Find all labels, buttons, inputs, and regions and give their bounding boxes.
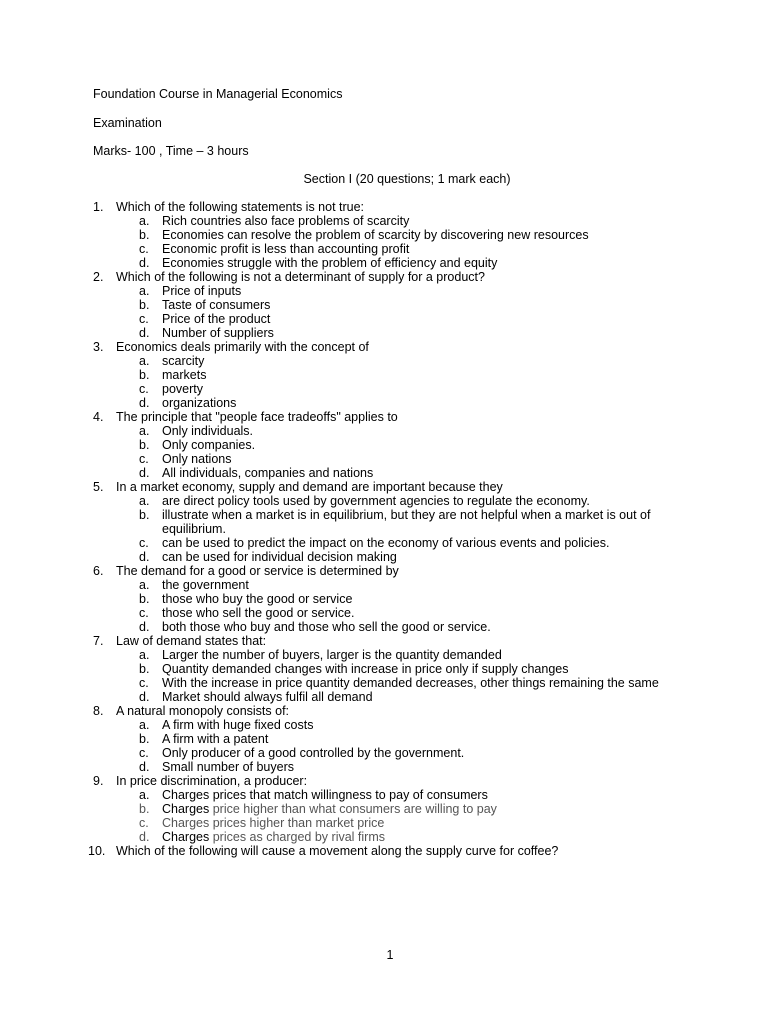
option-letter: c. (139, 606, 149, 620)
option-letter: c. (139, 452, 149, 466)
option-text: Rich countries also face problems of scarcity (162, 214, 410, 228)
option-text: Market should always fulfil all demand (162, 690, 373, 704)
question-number: 5. (93, 480, 104, 494)
question-number: 10. (88, 844, 106, 858)
option-text: poverty (162, 382, 203, 396)
option-item (0, 648, 768, 662)
question-text: Which of the following is not a determinant of supply for a product? (116, 270, 485, 284)
option-text-lead: Charges (162, 830, 210, 844)
question-text: In price discrimination, a producer: (116, 774, 308, 788)
question-number: 6. (93, 564, 104, 578)
option-text-rest: price higher than what consumers are willing to pay (209, 802, 497, 816)
option-letter: b. (139, 298, 150, 312)
question-number: 7. (93, 634, 104, 648)
question-text: Economics deals primarily with the concept of (116, 340, 369, 354)
option-letter: b. (139, 732, 150, 746)
option-item (0, 312, 768, 326)
option-item (0, 676, 768, 690)
option-item (0, 578, 768, 592)
marks-time: Marks- 100 , Time – 3 hours (93, 144, 249, 158)
option-letter: c. (139, 382, 149, 396)
option-text: organizations (162, 396, 237, 410)
option-text: Only individuals. (162, 424, 254, 438)
option-text: Only nations (162, 452, 232, 466)
option-item (0, 242, 768, 256)
option-letter: d. (139, 396, 150, 410)
option-item (0, 256, 768, 270)
question-item (0, 480, 768, 564)
option-letter: b. (139, 438, 150, 452)
option-item (0, 816, 768, 830)
option-letter: a. (139, 494, 150, 508)
option-item (0, 424, 768, 438)
option-letter: b. (139, 368, 150, 382)
option-text: those who buy the good or service (162, 592, 353, 606)
question-text: The principle that "people face tradeoffs" applies to (116, 410, 398, 424)
exam-label: Examination (93, 116, 162, 130)
option-letter: a. (139, 424, 150, 438)
option-item (0, 298, 768, 312)
option-letter: d. (139, 550, 150, 564)
question-item (0, 270, 768, 340)
option-letter: c. (139, 746, 149, 760)
option-letter: a. (139, 648, 150, 662)
option-item (0, 284, 768, 298)
option-letter: a. (139, 578, 150, 592)
option-letter: c. (139, 242, 149, 256)
option-item (0, 536, 768, 550)
question-item (0, 340, 768, 410)
option-letter: a. (139, 284, 150, 298)
option-letter: d. (139, 690, 150, 704)
option-text: are direct policy tools used by government agencies to regulate the economy. (162, 494, 590, 508)
question-text: Which of the following will cause a movement along the supply curve for coffee? (116, 844, 559, 858)
option-item (0, 830, 768, 844)
option-text: Small number of buyers (162, 760, 295, 774)
option-text: With the increase in price quantity demanded decreases, other things remaining the same (162, 676, 659, 690)
option-text: Economies struggle with the problem of efficiency and equity (162, 256, 498, 270)
question-item (0, 704, 768, 774)
option-item (0, 382, 768, 396)
option-letter: c. (139, 312, 149, 326)
option-item (0, 620, 768, 634)
option-letter: b. (139, 592, 150, 606)
question-text: A natural monopoly consists of: (116, 704, 290, 718)
option-text: scarcity (162, 354, 205, 368)
option-letter: a. (139, 354, 150, 368)
course-title: Foundation Course in Managerial Economics (93, 87, 343, 101)
option-text: Charges prices that match willingness to pay of consumers (162, 788, 488, 802)
question-number: 4. (93, 410, 104, 424)
question-item (0, 200, 768, 270)
option-text: those who sell the good or service. (162, 606, 355, 620)
option-item (0, 746, 768, 760)
option-text: illustrate when a market is in equilibrium, but they are not helpful when a market is out of equilibrium. (162, 508, 651, 536)
option-letter: a. (139, 788, 150, 802)
option-item (0, 662, 768, 676)
option-item (0, 718, 768, 732)
option-text: Only producer of a good controlled by the government. (162, 746, 465, 760)
option-text-rest: prices as charged by rival firms (209, 830, 386, 844)
option-letter: d. (139, 760, 150, 774)
option-text: Price of inputs (162, 284, 242, 298)
option-item (0, 438, 768, 452)
option-letter: d. (139, 326, 150, 340)
option-text: All individuals, companies and nations (162, 466, 374, 480)
option-text: the government (162, 578, 249, 592)
option-item (0, 368, 768, 382)
option-text: Taste of consumers (162, 298, 271, 312)
option-text: Larger the number of buyers, larger is the quantity demanded (162, 648, 502, 662)
option-item (0, 354, 768, 368)
option-item (0, 760, 768, 774)
question-text: Law of demand states that: (116, 634, 267, 648)
question-text: Which of the following statements is not true: (116, 200, 365, 214)
option-text: Number of suppliers (162, 326, 274, 340)
option-item (0, 802, 768, 816)
option-text-rest: Charges prices higher than market price (162, 816, 385, 830)
option-text: can be used to predict the impact on the economy of various events and policies. (162, 536, 610, 550)
option-item (0, 452, 768, 466)
option-text: can be used for individual decision making (162, 550, 397, 564)
question-number: 1. (93, 200, 104, 214)
question-number: 9. (93, 774, 104, 788)
option-letter: c. (139, 816, 149, 830)
option-text: Price of the product (162, 312, 271, 326)
section-title: Section I (20 questions; 1 mark each) (303, 172, 511, 186)
option-item (0, 396, 768, 410)
option-letter: b. (139, 802, 150, 816)
question-text: In a market economy, supply and demand are important because they (116, 480, 503, 494)
question-item (0, 774, 768, 844)
option-item (0, 228, 768, 242)
option-text: markets (162, 368, 207, 382)
question-text: The demand for a good or service is determined by (116, 564, 399, 578)
option-item (0, 690, 768, 704)
option-letter: b. (139, 228, 150, 242)
option-item (0, 732, 768, 746)
option-item (0, 606, 768, 620)
page-number: 1 (386, 948, 394, 962)
option-item (0, 326, 768, 340)
option-letter: b. (139, 662, 150, 676)
question-item (0, 410, 768, 480)
option-letter: a. (139, 718, 150, 732)
option-text: Only companies. (162, 438, 256, 452)
option-letter: d. (139, 830, 150, 844)
option-item (0, 214, 768, 228)
option-text: both those who buy and those who sell the good or service. (162, 620, 491, 634)
option-letter: a. (139, 214, 150, 228)
option-item (0, 592, 768, 606)
option-item (0, 508, 768, 536)
question-number: 8. (93, 704, 104, 718)
option-letter: c. (139, 536, 149, 550)
option-text: Quantity demanded changes with increase in price only if supply changes (162, 662, 569, 676)
option-letter: b. (139, 508, 150, 522)
option-text: A firm with huge fixed costs (162, 718, 314, 732)
option-item (0, 466, 768, 480)
question-item (0, 844, 768, 858)
question-item (0, 634, 768, 704)
option-letter: d. (139, 256, 150, 270)
question-number: 3. (93, 340, 104, 354)
question-list (0, 200, 768, 858)
option-item (0, 550, 768, 564)
question-item (0, 564, 768, 634)
option-text-lead: Charges (162, 802, 210, 816)
option-text: Economies can resolve the problem of scarcity by discovering new resources (162, 228, 589, 242)
question-number: 2. (93, 270, 104, 284)
option-item (0, 494, 768, 508)
option-text: A firm with a patent (162, 732, 269, 746)
option-letter: d. (139, 466, 150, 480)
option-letter: c. (139, 676, 149, 690)
option-text: Economic profit is less than accounting profit (162, 242, 410, 256)
option-letter: d. (139, 620, 150, 634)
option-item (0, 788, 768, 802)
